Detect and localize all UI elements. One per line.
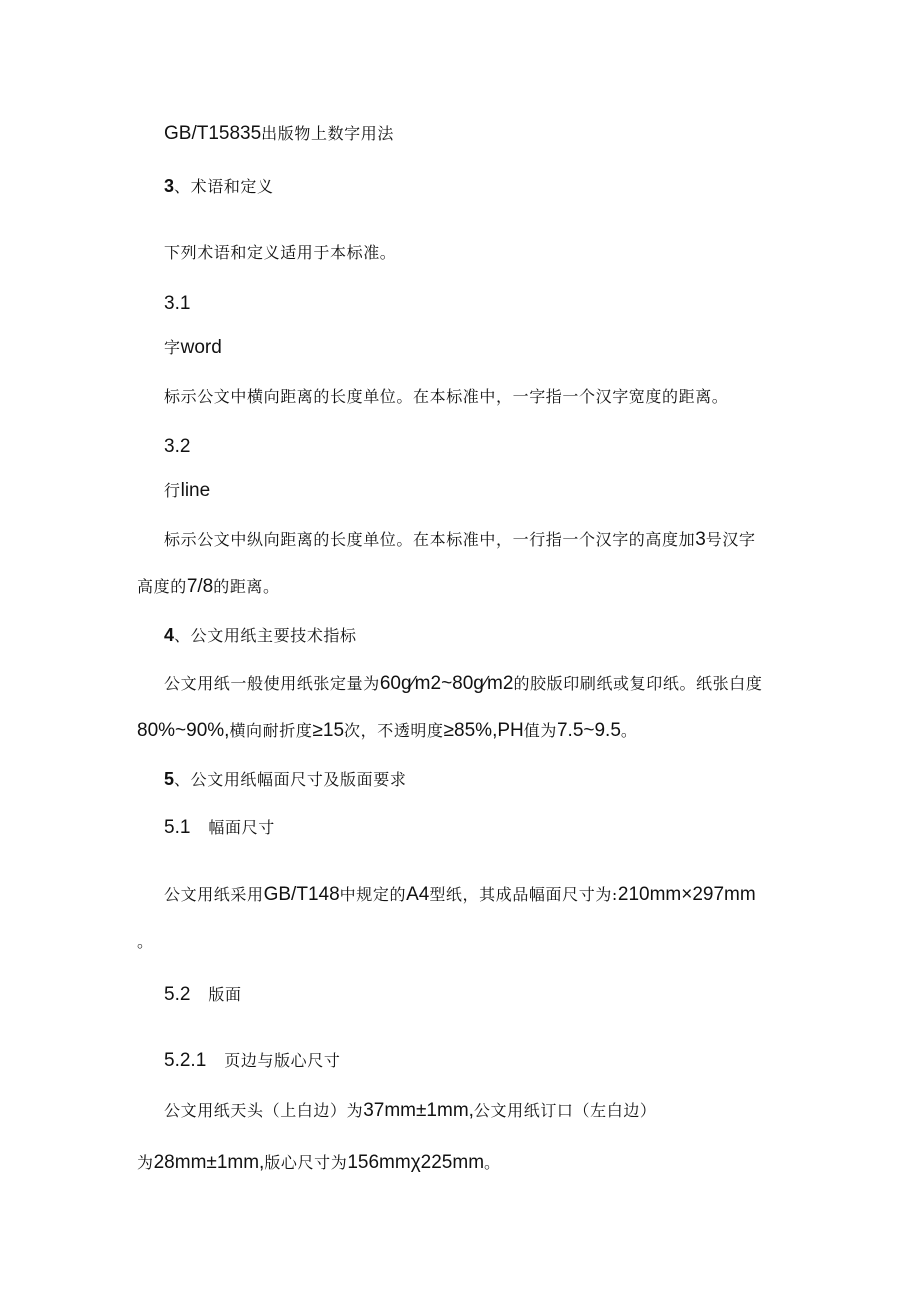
section-5-2-1-title: 页边与版心尺寸 — [224, 1051, 341, 1070]
size-text-c: 中规定的 — [339, 885, 407, 904]
normative-reference-line — [164, 123, 394, 145]
paper-spec-text-a: 公文用纸一般使用纸张定量为 — [164, 674, 380, 693]
opacity-label: 次，不透明度 — [344, 721, 444, 740]
term-word-en: word — [180, 337, 222, 358]
paper-weight-range: 60g∕m2~80g∕m2 — [379, 673, 514, 694]
section-5-1-number: 5.1 — [164, 817, 191, 838]
section-5-2-number: 5.2 — [164, 984, 191, 1005]
section-3-2-definition-line-2 — [137, 576, 280, 598]
standard-code: GB/T148 — [263, 884, 340, 905]
section-5-2-1-number: 5.2.1 — [164, 1050, 207, 1071]
term-word-definition: 标示公文中横向距离的长度单位。在本标准中，一字指一个汉字宽度的距离。 — [164, 387, 729, 406]
paragraph-end-mark: 。 — [620, 721, 638, 740]
line-definition-part-d: 高度的 — [137, 577, 187, 596]
section-3-title: 、术语和定义 — [174, 177, 274, 196]
section-3-1-definition — [164, 386, 728, 408]
section-3-2-number — [164, 436, 190, 458]
line-definition-number-3: 3 — [695, 529, 706, 550]
margin-text-a: 公文用纸天头（上白边）为 — [164, 1101, 364, 1120]
section-4-paragraph-line-2 — [137, 720, 638, 742]
section-3-intro-text: 下列术语和定义适用于本标准。 — [164, 243, 397, 262]
ph-range: 7.5~9.5 — [556, 720, 621, 741]
section-3-1-term — [164, 337, 222, 359]
reference-code: GB/T15835 — [164, 123, 262, 144]
margin-text-end-mark: 。 — [484, 1153, 501, 1172]
line-definition-part-f: 的距离。 — [213, 577, 280, 596]
reference-title: 出版物上数字用法 — [261, 124, 394, 143]
top-margin-value: 37mm±1mm, — [363, 1100, 474, 1121]
section-4-paragraph-line-1 — [164, 673, 762, 695]
term-line-zh: 行 — [164, 481, 181, 500]
term-line-en: line — [180, 480, 211, 501]
section-3-2-term — [164, 480, 210, 502]
whiteness-range: 80%~90%, — [137, 720, 230, 741]
section-3-intro — [164, 242, 396, 264]
paper-spec-text-c: 的胶版印刷纸或复印纸。纸张白度 — [513, 674, 763, 693]
section-4-heading — [164, 624, 357, 647]
section-5-2-1-heading — [164, 1050, 340, 1072]
opacity-value: ≥85%,PH — [443, 720, 524, 741]
section-3-2-definition-line-1 — [164, 529, 756, 551]
left-margin-value: 28mm±1mm, — [153, 1152, 265, 1173]
line-definition-fraction: 7/8 — [186, 576, 214, 597]
section-3-number: 3 — [164, 176, 175, 196]
size-text-e: 型纸，其成品幅面尺寸为: — [429, 885, 618, 904]
line-definition-part-c: 号汉字 — [705, 530, 756, 549]
paper-format: A4 — [406, 884, 430, 905]
section-3-heading — [164, 175, 274, 198]
section-5-2-1-paragraph-line-2 — [137, 1152, 501, 1174]
section-5-heading — [164, 768, 406, 791]
type-area-label: 版心尺寸为 — [264, 1153, 348, 1172]
line-definition-part-a: 标示公文中纵向距离的长度单位。在本标准中，一行指一个汉字的高度加 — [164, 530, 696, 549]
section-5-1-paragraph-line-2 — [137, 931, 154, 953]
section-5-2-title: 版面 — [208, 985, 242, 1004]
section-5-1-paragraph-line-1 — [164, 884, 756, 906]
paper-dimensions: 210mm×297mm — [617, 884, 756, 905]
section-3-1-number — [164, 293, 190, 315]
section-5-1-title: 幅面尺寸 — [208, 818, 275, 837]
section-5-2-1-paragraph-line-1 — [164, 1100, 657, 1122]
size-text-a: 公文用纸采用 — [164, 885, 264, 904]
fold-endurance-value: ≥15 — [312, 720, 345, 741]
fold-endurance-label: 横向耐折度 — [229, 721, 313, 740]
margin-text-c: 公文用纸订口（左白边） — [473, 1101, 657, 1120]
section-4-number: 4 — [164, 625, 175, 645]
term-word-zh: 字 — [164, 338, 181, 357]
size-text-end-mark: 。 — [137, 932, 154, 951]
ph-label: 值为 — [523, 721, 557, 740]
section-5-2-heading — [164, 984, 242, 1006]
type-area-value: 156mmχ225mm — [347, 1152, 485, 1173]
section-5-title: 、公文用纸幅面尺寸及版面要求 — [174, 770, 407, 789]
section-4-title: 、公文用纸主要技术指标 — [174, 626, 357, 645]
section-3-1-number-text: 3.1 — [164, 293, 191, 314]
margin-text-d: 为 — [137, 1153, 154, 1172]
section-3-2-number-text: 3.2 — [164, 436, 191, 457]
section-5-1-heading — [164, 817, 275, 839]
section-5-number: 5 — [164, 769, 175, 789]
